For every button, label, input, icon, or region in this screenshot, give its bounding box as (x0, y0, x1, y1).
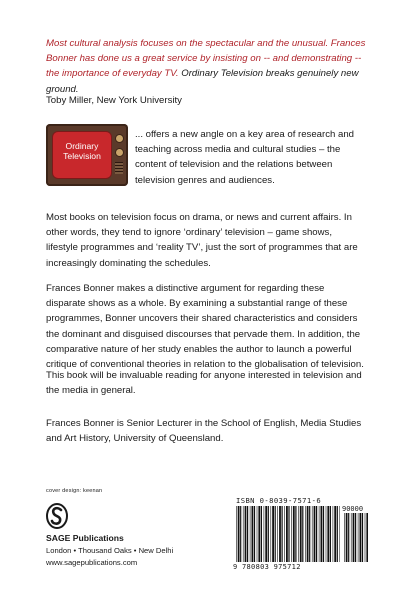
barcode-bar (305, 506, 306, 562)
barcode-bar (334, 506, 336, 562)
barcode-bar (240, 506, 241, 562)
tv-logo-image (46, 124, 128, 186)
tv-speaker-grill (115, 162, 123, 174)
barcode-bar (238, 506, 240, 562)
barcode-bar (261, 506, 262, 562)
publisher-website[interactable]: www.sagepublications.com (46, 558, 138, 567)
barcode-bar (316, 506, 317, 562)
barcode-bar (307, 506, 309, 562)
barcode-bar (366, 513, 368, 562)
barcode-addon-number: 90000 (342, 505, 364, 513)
barcode-bar (265, 506, 267, 562)
tv-knob-icon (115, 134, 124, 143)
barcode-bar (326, 506, 327, 562)
publisher-cities: London • Thousand Oaks • New Delhi (46, 546, 174, 555)
barcode-icon (236, 506, 340, 562)
barcode-bar (321, 506, 323, 562)
barcode-bar (275, 506, 276, 562)
tv-knob-icon (115, 148, 124, 157)
barcode-bar (353, 513, 355, 562)
paragraph-audience: This book will be invaluable reading for anyone interested in television and the media in general. (46, 370, 362, 397)
barcode-bar (340, 506, 341, 562)
barcode-bar (360, 513, 362, 562)
barcode-bar (243, 506, 244, 562)
barcode-ean-number: 9 780803 975712 (233, 563, 301, 571)
tv-screen (52, 131, 112, 179)
barcode-bar (288, 506, 289, 562)
barcode-bar (323, 506, 324, 562)
barcode-addon-icon (344, 513, 368, 562)
barcode-bar (298, 506, 299, 562)
barcode-bar (282, 506, 283, 562)
barcode-bar (300, 506, 302, 562)
barcode-bar (264, 506, 265, 562)
barcode-bar (291, 506, 292, 562)
barcode-bar (309, 506, 310, 562)
barcode-bar (293, 506, 295, 562)
barcode-bar (344, 513, 345, 562)
barcode-bar (337, 506, 338, 562)
tv-logo-line2: Television (63, 151, 101, 161)
quote-attribution: Toby Miller, New York University (46, 95, 182, 106)
paragraph-focus: Most books on television focus on drama, or news and current affairs. In other words, they tend to ignore ‘ordinary’ television – game shows, lifestyle programmes and ‘reality TV’, just the sort of programmes that are increasingly dominating the schedules. (46, 212, 358, 269)
barcode-bar (358, 513, 359, 562)
barcode-bar (254, 506, 255, 562)
barcode-bar (252, 506, 254, 562)
barcode-bar (250, 506, 251, 562)
publisher-name: SAGE Publications (46, 533, 124, 543)
barcode-bar (295, 506, 296, 562)
barcode-bar (247, 506, 248, 562)
barcode-bar (351, 513, 352, 562)
tv-knobs (114, 134, 124, 174)
sage-logo-icon (46, 503, 68, 529)
barcode-bar (365, 513, 366, 562)
cover-design-credit: cover design: keenan (46, 488, 103, 494)
barcode-bar (302, 506, 303, 562)
barcode-bar (245, 506, 247, 562)
barcode-bar (284, 506, 285, 562)
tv-logo-line1: Ordinary (65, 141, 99, 151)
barcode-bar (277, 506, 278, 562)
barcode-bar (258, 506, 260, 562)
isbn-text: ISBN 0-8039-7571-6 (236, 496, 322, 505)
barcode-bar (319, 506, 320, 562)
quote-black-text: Ordinary Television breaks genuinely new ground. (46, 68, 359, 95)
barcode-bar (286, 506, 288, 562)
paragraph-argument: Frances Bonner makes a distinctive argument for regarding these disparate shows as a whole. By examining a substantial range of these programmes, Bonner uncovers their shared characteristics and considers the dominant and disguised discourses that pervade them. In addition, the comparative nature of her study enables the author to launch a powerful critique of conventional theories in relation to the globalisation of television. (46, 283, 364, 371)
barcode-bar (327, 506, 329, 562)
barcode-bar (314, 506, 316, 562)
quote-red-text: Most cultural analysis focuses on the spectacular and the unusual. Frances Bonner has done us a great service by insisting on -- and demonstrating -- the importance of everyday TV. (46, 38, 366, 80)
barcode-bar (272, 506, 274, 562)
barcode-bar (236, 506, 237, 562)
barcode-bar (312, 506, 313, 562)
barcode-bar (330, 506, 331, 562)
barcode-bar (333, 506, 334, 562)
author-bio: Frances Bonner is Senior Lecturer in the School of English, Media Studies and Art History, University of Queensland. (46, 418, 362, 445)
barcode-bar (257, 506, 258, 562)
barcode-bar (271, 506, 272, 562)
endorsement-quote (46, 36, 366, 97)
barcode-bar (348, 513, 349, 562)
barcode-bar (346, 513, 348, 562)
barcode-bar (279, 506, 281, 562)
barcode-bar (355, 513, 356, 562)
barcode-bar (362, 513, 363, 562)
barcode-bar (268, 506, 269, 562)
paragraph-intro: ... offers a new angle on a key area of research and teaching across media and cultural studies – the content of television and the relations between television genres and audiences. (135, 129, 355, 186)
